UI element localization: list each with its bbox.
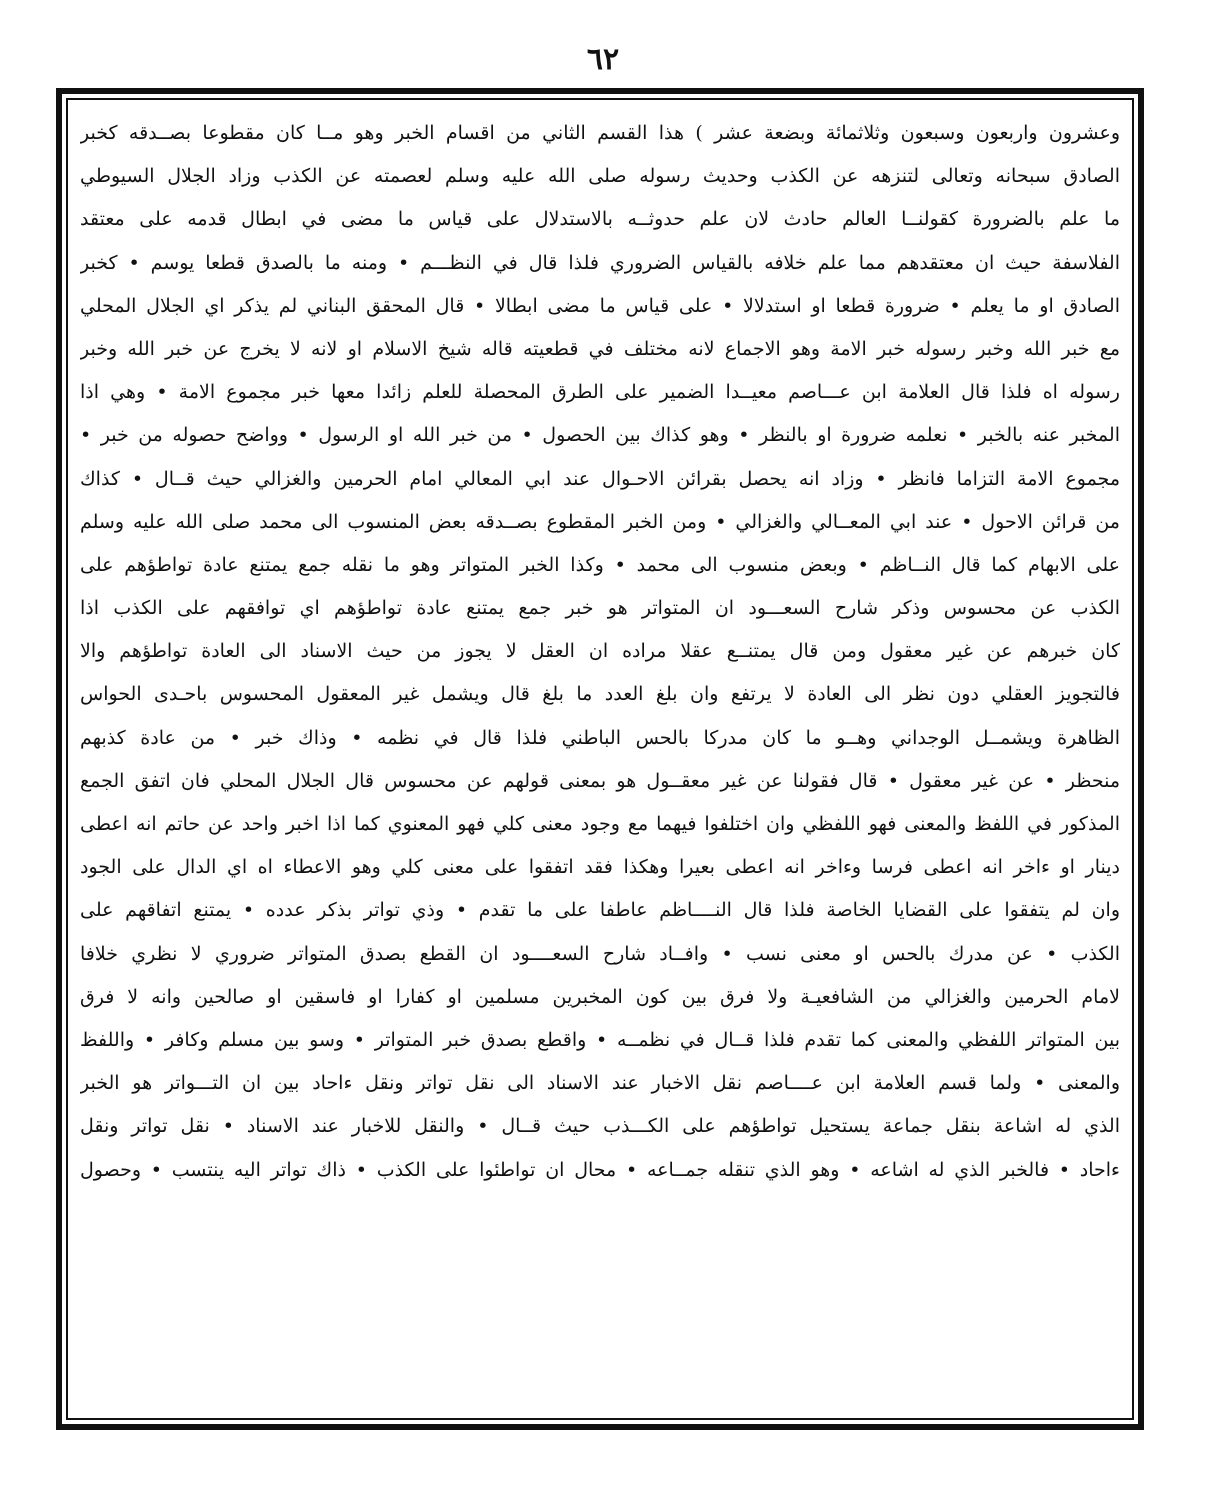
text-line: الذي له اشاعة بنقل جماعة يستحيل تواطؤهم على الكـــذب حيث قــال • والنقل للاخبار عند الاسناد • نقل تواتر ونقل (80, 1115, 1120, 1138)
text-line: منحظر • عن غير معقول • قال فقولنا عن غير معقــول هو بمعنى قولهم عن محسوس قال الجلال المحلي فان اتفق الجمع (80, 769, 1120, 792)
text-line: رسوله اه فلذا قال العلامة ابن عـــاصم معيــدا الضمير على الطرق المحصلة للعلم زائدا معها خبر مجموع الامة • وهي اذا (80, 381, 1120, 404)
body-text (80, 112, 1120, 1406)
text-line: الكذب • عن مدرك بالحس او معنى نسب • وافــاد شارح السعــــود ان القطع بصدق المتواتر ضروري لا نظري خلافا (80, 942, 1120, 965)
text-line: وعشرون واربعون وسبعون وثلاثمائة وبضعة عشر ) هذا القسم الثاني من اقسام الخبر وهو مــا كان مقطوعا بصــدقه كخبر (80, 122, 1120, 144)
text-line: مجموع الامة التزاما فانظر • وزاد انه يحصل بقرائن الاحـوال عند ابي المعالي امام الحرمين والغزالي حيث قــال • كذاك (80, 467, 1120, 490)
text-line: الصادق او ما يعلم • ضرورة قطعا او استدلالا • على قياس ما مضى ابطالا • قال المحقق البناني لم يذكر اي الجلال المحلي (80, 294, 1120, 317)
text-line: دينار او ءاخر انه اعطى فرسا وءاخر انه اعطى بعيرا وهكذا فقد اتفقوا على معنى كلي وهو الاعطاء اه اي الدال على الجود (80, 856, 1120, 879)
text-line: والمعنى • ولما قسم العلامة ابن عــــاصم نقل الاخبار عند الاسناد الى نقل تواتر ونقل ءاحاد بين ان التـــواتر هو الخبر (80, 1072, 1120, 1095)
text-line: الظاهرة ويشمــل الوجداني وهــو ما كان مدركا بالحس الباطني فلذا قال في نظمه • وذاك خبر • من عادة كذبهم (80, 726, 1120, 749)
text-line: على الابهام كما قال النــاظم • وبعض منسوب الى محمد • وكذا الخبر المتواتر وهو ما نقله جمع يمتنع عادة تواطؤهم على (80, 553, 1120, 576)
page-number: ٦٢ (586, 42, 620, 77)
text-line: لامام الحرمين والغزالي من الشافعيـة ولا فرق بين كون المخبرين مسلمين او كفارا او فاسقين او صالحين وانه لا فرق (80, 985, 1120, 1008)
text-line: فالتجويز العقلي دون نظر الى العادة لا يرتفع وان بلغ العدد ما بلغ قال ويشمل غير المعقول المحسوس باحـدى الحواس (80, 683, 1120, 706)
text-line: بين المتواتر اللفظي والمعنى كما تقدم فلذا قــال في نظمــه • واقطع بصدق خبر المتواتر • وسو بين مسلم وكافر • واللفظ (80, 1028, 1120, 1051)
text-line: ءاحاد • فالخبر الذي له اشاعه • وهو الذي تنقله جمــاعه • محال ان تواطئوا على الكذب • ذاك تواتر اليه ينتسب • وحصول (80, 1158, 1120, 1181)
text-line: الفلاسفة حيث ان معتقدهم مما علم خلافه بالقياس الضروري فلذا قال في النظـــم • ومنه ما بالصدق قطعا يوسم • كخبر (80, 251, 1120, 274)
text-line: من قرائن الاحول • عند ابي المعــالي والغزالي • ومن الخبر المقطوع بصــدقه بعض المنسوب الى محمد صلى الله عليه وسلم (80, 510, 1120, 533)
text-line: وان لم يتفقوا على القضايا الخاصة فلذا قال النــــاظم عاطفا على ما تقدم • وذي تواتر بذكر عدده • يمتنع اتفاقهم على (80, 899, 1120, 922)
text-line: الصادق سبحانه وتعالى لتنزهه عن الكذب وحديث رسوله صلى الله عليه وسلم لعصمته عن الكذب وزاد الجلال السيوطي (80, 165, 1120, 188)
text-line: ما علم بالضرورة كقولنــا العالم حادث لان علم حدوثــه بالاستدلال على قياس ما مضى في ابطال قدمه على معتقد (80, 208, 1120, 231)
text-line: المذكور في اللفظ والمعنى فهو اللفظي وان اختلفوا فيهما مع وجود معنى كلي فهو المعنوي كما اذا اخبر واحد عن حاتم انه اعطى (80, 813, 1120, 835)
text-line: كان خبرهم عن غير معقول ومن قال يمتنــع عقلا مراده ان العقل لا يجوز من حيث الاسناد الى العادة تواطؤهم والا (80, 640, 1120, 663)
text-line: المخبر عنه بالخبر • نعلمه ضرورة او بالنظر • وهو كذاك بين الحصول • من خبر الله او الرسول • وواضح حصوله من خبر • (80, 424, 1120, 447)
text-line: الكذب عن محسوس وذكر شارح السعـــود ان المتواتر هو خبر جمع يمتنع عادة تواطؤهم اي توافقهم على الكذب اذا (80, 597, 1120, 620)
text-line: مع خبر الله وخبر رسوله خبر الامة وهو الاجماع لانه مختلف في قطعيته قاله شيخ الاسلام او لانه لا يخرج عن خبر الله وخبر (80, 337, 1120, 360)
